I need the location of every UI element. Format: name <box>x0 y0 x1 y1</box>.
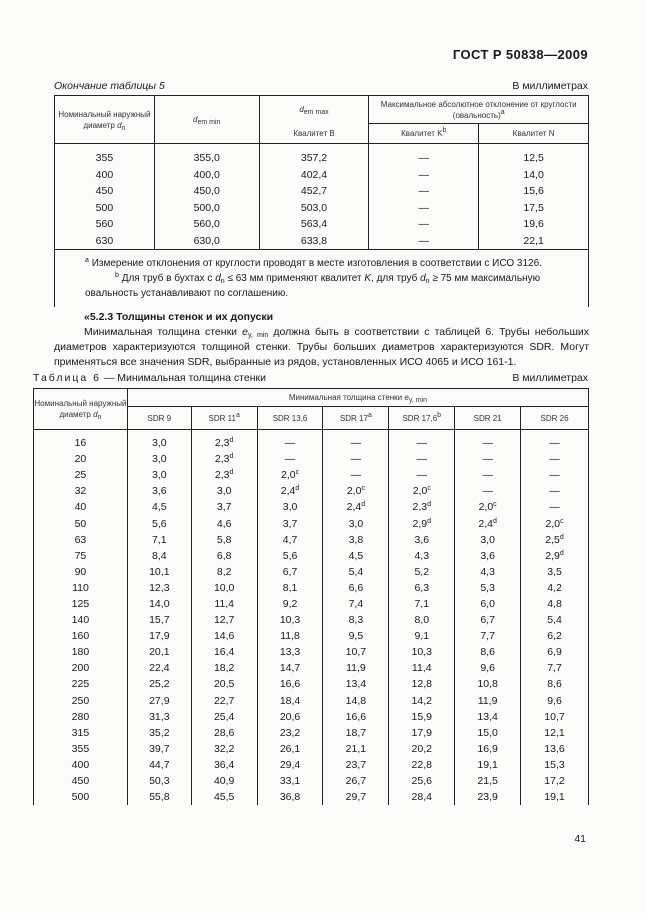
table-row <box>55 144 589 167</box>
table-cell: — <box>257 430 323 452</box>
table-cell: 402,4 <box>259 167 369 184</box>
table-cell: 500 <box>55 200 155 217</box>
t5-head-ovality: Максимальное абсолютное отклонение от круглости (овальность)$^a$ <box>369 96 589 124</box>
table-cell: 18,2 <box>191 660 257 676</box>
table-cell: 5,8 <box>191 532 257 548</box>
table-cell: 10,3 <box>257 612 323 628</box>
table-cell: 2,9$^d$ <box>389 515 455 531</box>
table-cell: 10,1 <box>127 564 191 580</box>
table-cell: — <box>257 451 323 467</box>
t5-head-dem-min: $d_{em min}$ <box>154 96 259 144</box>
table-cell: 450 <box>34 773 128 789</box>
table-cell: 40 <box>34 499 128 515</box>
table-cell: 8,6 <box>455 644 521 660</box>
t6-col-header: SDR 9 <box>127 407 191 430</box>
table-cell: 12,7 <box>191 612 257 628</box>
table-cell: 6,6 <box>323 580 389 596</box>
table-cell: 23,9 <box>455 789 521 805</box>
table-row <box>34 676 589 692</box>
table-cell: 6,9 <box>521 644 589 660</box>
table-cell: 13,4 <box>455 709 521 725</box>
table-cell: 15,9 <box>389 709 455 725</box>
table-cell: — <box>521 430 589 452</box>
t6-head-nominal: Номинальный наружный диаметр $d_n$ <box>34 389 128 430</box>
table6 <box>33 388 589 805</box>
table-cell: 19,1 <box>455 757 521 773</box>
table-cell: 3,6 <box>389 532 455 548</box>
table-cell: — <box>455 430 521 452</box>
table-cell: 14,7 <box>257 660 323 676</box>
table-cell: — <box>369 167 479 184</box>
table-cell: 21,5 <box>455 773 521 789</box>
table-cell: 3,6 <box>455 548 521 564</box>
table-cell: 22,4 <box>127 660 191 676</box>
table5-caption-row <box>54 80 588 92</box>
table-cell: 10,7 <box>323 644 389 660</box>
table-row <box>34 773 589 789</box>
t5-note-a: $^a$ Измерение отклонения от круглости проводят в месте изготовления в соответствии с ИСО 3126. <box>85 257 542 269</box>
table-row <box>55 216 589 233</box>
table-cell: 15,0 <box>455 725 521 741</box>
t5-head-grade-n: Квалитет N <box>479 124 589 144</box>
table-cell: 26,1 <box>257 741 323 757</box>
table6-units: В миллиметрах <box>512 372 588 384</box>
table-cell: 21,1 <box>323 741 389 757</box>
table-cell: 500,0 <box>154 200 259 217</box>
table-cell: 2,4$^d$ <box>257 483 323 499</box>
table-cell: 5,6 <box>257 548 323 564</box>
t6-col-header: SDR 17,6$^b$ <box>389 407 455 430</box>
table-cell: 16,6 <box>257 676 323 692</box>
table-cell: 9,6 <box>455 660 521 676</box>
table-cell: 2,0$^c$ <box>323 483 389 499</box>
table-cell: 50 <box>34 515 128 531</box>
t5-notes <box>55 250 589 308</box>
section-title: «5.2.3 Толщины стенок и их допуски <box>84 311 274 323</box>
table-cell: 12,5 <box>479 144 589 167</box>
table-cell: 6,8 <box>191 548 257 564</box>
table-cell: 8,1 <box>257 580 323 596</box>
table-cell: — <box>521 451 589 467</box>
table-cell: 3,0 <box>127 430 191 452</box>
table-cell: 23,7 <box>323 757 389 773</box>
table-cell: 200 <box>34 660 128 676</box>
table-cell: 7,7 <box>455 628 521 644</box>
table-cell: 17,2 <box>521 773 589 789</box>
table-cell: 28,6 <box>191 725 257 741</box>
table-cell: 8,0 <box>389 612 455 628</box>
table-cell: 36,8 <box>257 789 323 805</box>
table-cell: 14,2 <box>389 693 455 709</box>
table-cell: 6,3 <box>389 580 455 596</box>
table-cell: 2,9$^d$ <box>521 548 589 564</box>
table-row <box>34 467 589 483</box>
table-row <box>34 515 589 531</box>
table-cell: 3,0 <box>455 532 521 548</box>
table-cell: 140 <box>34 612 128 628</box>
table-cell: 5,4 <box>323 564 389 580</box>
table-cell: 13,6 <box>521 741 589 757</box>
table-cell: 3,6 <box>127 483 191 499</box>
table-cell: 4,3 <box>389 548 455 564</box>
table-cell: 4,8 <box>521 596 589 612</box>
table-cell: 17,5 <box>479 200 589 217</box>
table-row <box>34 741 589 757</box>
table-cell: 2,5$^d$ <box>521 532 589 548</box>
table-cell: — <box>323 451 389 467</box>
table-cell: 39,7 <box>127 741 191 757</box>
table-cell: 8,3 <box>323 612 389 628</box>
table-cell: 25,6 <box>389 773 455 789</box>
table-cell: 2,4$^d$ <box>323 499 389 515</box>
table-cell: 355 <box>34 741 128 757</box>
table-cell: 2,0$^c$ <box>257 467 323 483</box>
table-cell: 450,0 <box>154 183 259 200</box>
table-cell: 400 <box>55 167 155 184</box>
table-row <box>34 451 589 467</box>
table-cell: 10,7 <box>521 709 589 725</box>
table-cell: — <box>389 451 455 467</box>
table-cell: 14,8 <box>323 693 389 709</box>
table-cell: 11,4 <box>191 596 257 612</box>
table-cell: 25,2 <box>127 676 191 692</box>
table-cell: 2,0$^c$ <box>455 499 521 515</box>
table-cell: 12,8 <box>389 676 455 692</box>
t6-col-header: SDR 11$^a$ <box>191 407 257 430</box>
t6-col-header: SDR 13,6 <box>257 407 323 430</box>
table-cell: 26,7 <box>323 773 389 789</box>
table-cell: 19,1 <box>521 789 589 805</box>
table-cell: — <box>455 483 521 499</box>
table-cell: 13,3 <box>257 644 323 660</box>
table-cell: — <box>323 467 389 483</box>
table-cell: 6,7 <box>257 564 323 580</box>
table-cell: — <box>389 430 455 452</box>
table-row <box>34 612 589 628</box>
table-cell: 55,8 <box>127 789 191 805</box>
table-cell: 7,4 <box>323 596 389 612</box>
table-cell: 32 <box>34 483 128 499</box>
table-cell: 16 <box>34 430 128 452</box>
table-cell: 22,1 <box>479 233 589 250</box>
table-row <box>34 709 589 725</box>
table-cell: 280 <box>34 709 128 725</box>
table-cell: 560 <box>55 216 155 233</box>
table-row <box>34 725 589 741</box>
table-cell: 3,7 <box>257 515 323 531</box>
table-cell: 63 <box>34 532 128 548</box>
table-cell: 15,7 <box>127 612 191 628</box>
table-cell: 14,0 <box>127 596 191 612</box>
table-cell: 18,7 <box>323 725 389 741</box>
table-cell: 2,4$^d$ <box>455 515 521 531</box>
table-row <box>34 628 589 644</box>
table-row <box>34 499 589 515</box>
table-row <box>34 757 589 773</box>
standard-designation: ГОСТ Р 50838—2009 <box>452 47 588 62</box>
table-cell: 44,7 <box>127 757 191 773</box>
table-cell: 6,0 <box>455 596 521 612</box>
table-cell: 563,4 <box>259 216 369 233</box>
table-cell: 27,9 <box>127 693 191 709</box>
table-cell: — <box>323 430 389 452</box>
t5-note-b: $^b$ Для труб в бухтах с $d_n \le 63$ мм применяют квалитет K, для труб $d_n \ge 75$ мм максимальную овальность устанавливают по соглашению. <box>85 272 541 299</box>
table-cell: — <box>369 200 479 217</box>
table-cell: 630 <box>55 233 155 250</box>
t5-head-grade-b: Квалитет B <box>259 124 369 144</box>
table-cell: 3,7 <box>191 499 257 515</box>
table-cell: 32,2 <box>191 741 257 757</box>
table-cell: 355,0 <box>154 144 259 167</box>
section-5-2-3 <box>54 310 589 370</box>
table-cell: 20,2 <box>389 741 455 757</box>
table-cell: 4,5 <box>127 499 191 515</box>
table-cell: 10,3 <box>389 644 455 660</box>
table-cell: 2,3$^d$ <box>389 499 455 515</box>
table-cell: — <box>369 183 479 200</box>
table-row <box>34 789 589 805</box>
table-cell: 11,9 <box>323 660 389 676</box>
table6-caption: Таблица 6 — Минимальная толщина стенки <box>33 372 266 384</box>
table-cell: 4,6 <box>191 515 257 531</box>
table-cell: 20,1 <box>127 644 191 660</box>
t5-head-dem-max: $d_{em max}$ <box>259 96 369 124</box>
table-cell: 4,7 <box>257 532 323 548</box>
table-cell: 14,0 <box>479 167 589 184</box>
table-cell: 16,6 <box>323 709 389 725</box>
table-cell: 4,5 <box>323 548 389 564</box>
table-cell: 2,3$^d$ <box>191 451 257 467</box>
table-cell: 355 <box>55 144 155 167</box>
t5-head-grade-k: Квалитет $K^b$ <box>369 124 479 144</box>
table-cell: 450 <box>55 183 155 200</box>
table-cell: 31,3 <box>127 709 191 725</box>
table-row <box>34 564 589 580</box>
table-cell: 12,1 <box>521 725 589 741</box>
table-cell: 3,0 <box>127 451 191 467</box>
table-cell: 560,0 <box>154 216 259 233</box>
table-cell: 630,0 <box>154 233 259 250</box>
t6-col-header: SDR 26 <box>521 407 589 430</box>
table5-caption: Окончание таблицы 5 <box>54 80 165 92</box>
table-cell: 20 <box>34 451 128 467</box>
table-cell: 29,4 <box>257 757 323 773</box>
table-cell: 20,5 <box>191 676 257 692</box>
table-cell: 110 <box>34 580 128 596</box>
table-cell: 6,2 <box>521 628 589 644</box>
table-cell: 250 <box>34 693 128 709</box>
table-cell: 5,4 <box>521 612 589 628</box>
table-cell: 11,9 <box>455 693 521 709</box>
table-cell: 7,1 <box>127 532 191 548</box>
table-cell: 22,7 <box>191 693 257 709</box>
table-cell: 9,5 <box>323 628 389 644</box>
table-cell: — <box>369 233 479 250</box>
t6-col-header: SDR 21 <box>455 407 521 430</box>
table-cell: 35,2 <box>127 725 191 741</box>
table-cell: 33,1 <box>257 773 323 789</box>
table-cell: 17,9 <box>127 628 191 644</box>
table-cell: 25,4 <box>191 709 257 725</box>
table-cell: 2,0$^c$ <box>521 515 589 531</box>
table-cell: — <box>521 467 589 483</box>
table-cell: 10,0 <box>191 580 257 596</box>
table-cell: — <box>369 144 479 167</box>
table-cell: 5,6 <box>127 515 191 531</box>
table-cell: 8,6 <box>521 676 589 692</box>
table-row <box>34 693 589 709</box>
table-cell: 503,0 <box>259 200 369 217</box>
table-cell: — <box>455 467 521 483</box>
table-cell: 15,6 <box>479 183 589 200</box>
table-cell: 45,5 <box>191 789 257 805</box>
table-cell: 400,0 <box>154 167 259 184</box>
table-row <box>55 167 589 184</box>
table-cell: 11,8 <box>257 628 323 644</box>
table6-caption-row <box>33 372 588 384</box>
table-cell: 23,2 <box>257 725 323 741</box>
table-cell: 180 <box>34 644 128 660</box>
table-cell: 3,0 <box>191 483 257 499</box>
table-cell: 125 <box>34 596 128 612</box>
table-cell: 9,6 <box>521 693 589 709</box>
table-cell: 452,7 <box>259 183 369 200</box>
table-cell: 5,2 <box>389 564 455 580</box>
table-cell: 40,9 <box>191 773 257 789</box>
table-cell: 29,7 <box>323 789 389 805</box>
table5-units: В миллиметрах <box>512 80 588 92</box>
table-row <box>34 660 589 676</box>
table-cell: 9,1 <box>389 628 455 644</box>
table-row <box>34 532 589 548</box>
table-row <box>34 644 589 660</box>
table-cell: — <box>369 216 479 233</box>
table-cell: 13,4 <box>323 676 389 692</box>
table-cell: 3,8 <box>323 532 389 548</box>
table-cell: 357,2 <box>259 144 369 167</box>
table-cell: 8,2 <box>191 564 257 580</box>
table-cell: — <box>455 451 521 467</box>
table-cell: 7,7 <box>521 660 589 676</box>
table-cell: — <box>521 499 589 515</box>
table-cell: 4,3 <box>455 564 521 580</box>
table-cell: 4,2 <box>521 580 589 596</box>
table-cell: 28,4 <box>389 789 455 805</box>
table-cell: 10,8 <box>455 676 521 692</box>
table-cell: 20,6 <box>257 709 323 725</box>
table-cell: 5,3 <box>455 580 521 596</box>
table-row <box>34 483 589 499</box>
table-row <box>34 580 589 596</box>
table-cell: 22,8 <box>389 757 455 773</box>
table-cell: 2,3$^d$ <box>191 430 257 452</box>
table-cell: 160 <box>34 628 128 644</box>
table-cell: 2,3$^d$ <box>191 467 257 483</box>
page-number: 41 <box>574 833 586 845</box>
t6-col-header: SDR 17$^a$ <box>323 407 389 430</box>
table-cell: 18,4 <box>257 693 323 709</box>
table-cell: 17,9 <box>389 725 455 741</box>
section-body: Минимальная толщина стенки $e_{y, min}$ должна быть в соответствии с таблицей 6. Трубы небольших диаметров характеризуются толщиной стенки. Трубы больших диаметров характеризуются SDR. Могут применяться все значения SDR, выбранные из рядов, установленных ИСО 4065 и ИСО 161-1. <box>54 326 589 368</box>
table-cell: 500 <box>34 789 128 805</box>
table-cell: 3,0 <box>127 467 191 483</box>
table-cell: 50,3 <box>127 773 191 789</box>
table-cell: 9,2 <box>257 596 323 612</box>
table-row <box>55 183 589 200</box>
table-cell: 7,1 <box>389 596 455 612</box>
table-cell: 11,4 <box>389 660 455 676</box>
table-cell: 3,0 <box>323 515 389 531</box>
table-cell: 16,9 <box>455 741 521 757</box>
table-row <box>55 200 589 217</box>
table-cell: 6,7 <box>455 612 521 628</box>
table-cell: — <box>521 483 589 499</box>
table-cell: 12,3 <box>127 580 191 596</box>
table-cell: 633,8 <box>259 233 369 250</box>
table-cell: 14,6 <box>191 628 257 644</box>
table-cell: 15,3 <box>521 757 589 773</box>
table-cell: 3,0 <box>257 499 323 515</box>
table-row <box>34 596 589 612</box>
table-row <box>34 548 589 564</box>
t6-head-group: Минимальная толщина стенки $e_{y, min}$ <box>127 389 588 407</box>
table-cell: 2,0$^c$ <box>389 483 455 499</box>
table-row <box>55 233 589 250</box>
table-cell: 315 <box>34 725 128 741</box>
table-cell: 19,6 <box>479 216 589 233</box>
table-row <box>34 430 589 452</box>
table-cell: 3,5 <box>521 564 589 580</box>
table-cell: 16,4 <box>191 644 257 660</box>
table-cell: 90 <box>34 564 128 580</box>
table-cell: 400 <box>34 757 128 773</box>
table5 <box>54 95 589 307</box>
table-cell: 225 <box>34 676 128 692</box>
table-cell: — <box>389 467 455 483</box>
table-cell: 75 <box>34 548 128 564</box>
table-cell: 25 <box>34 467 128 483</box>
table-cell: 8,4 <box>127 548 191 564</box>
t5-head-nominal: Номинальный наружный диаметр $d_n$ <box>55 96 155 144</box>
table-cell: 36,4 <box>191 757 257 773</box>
